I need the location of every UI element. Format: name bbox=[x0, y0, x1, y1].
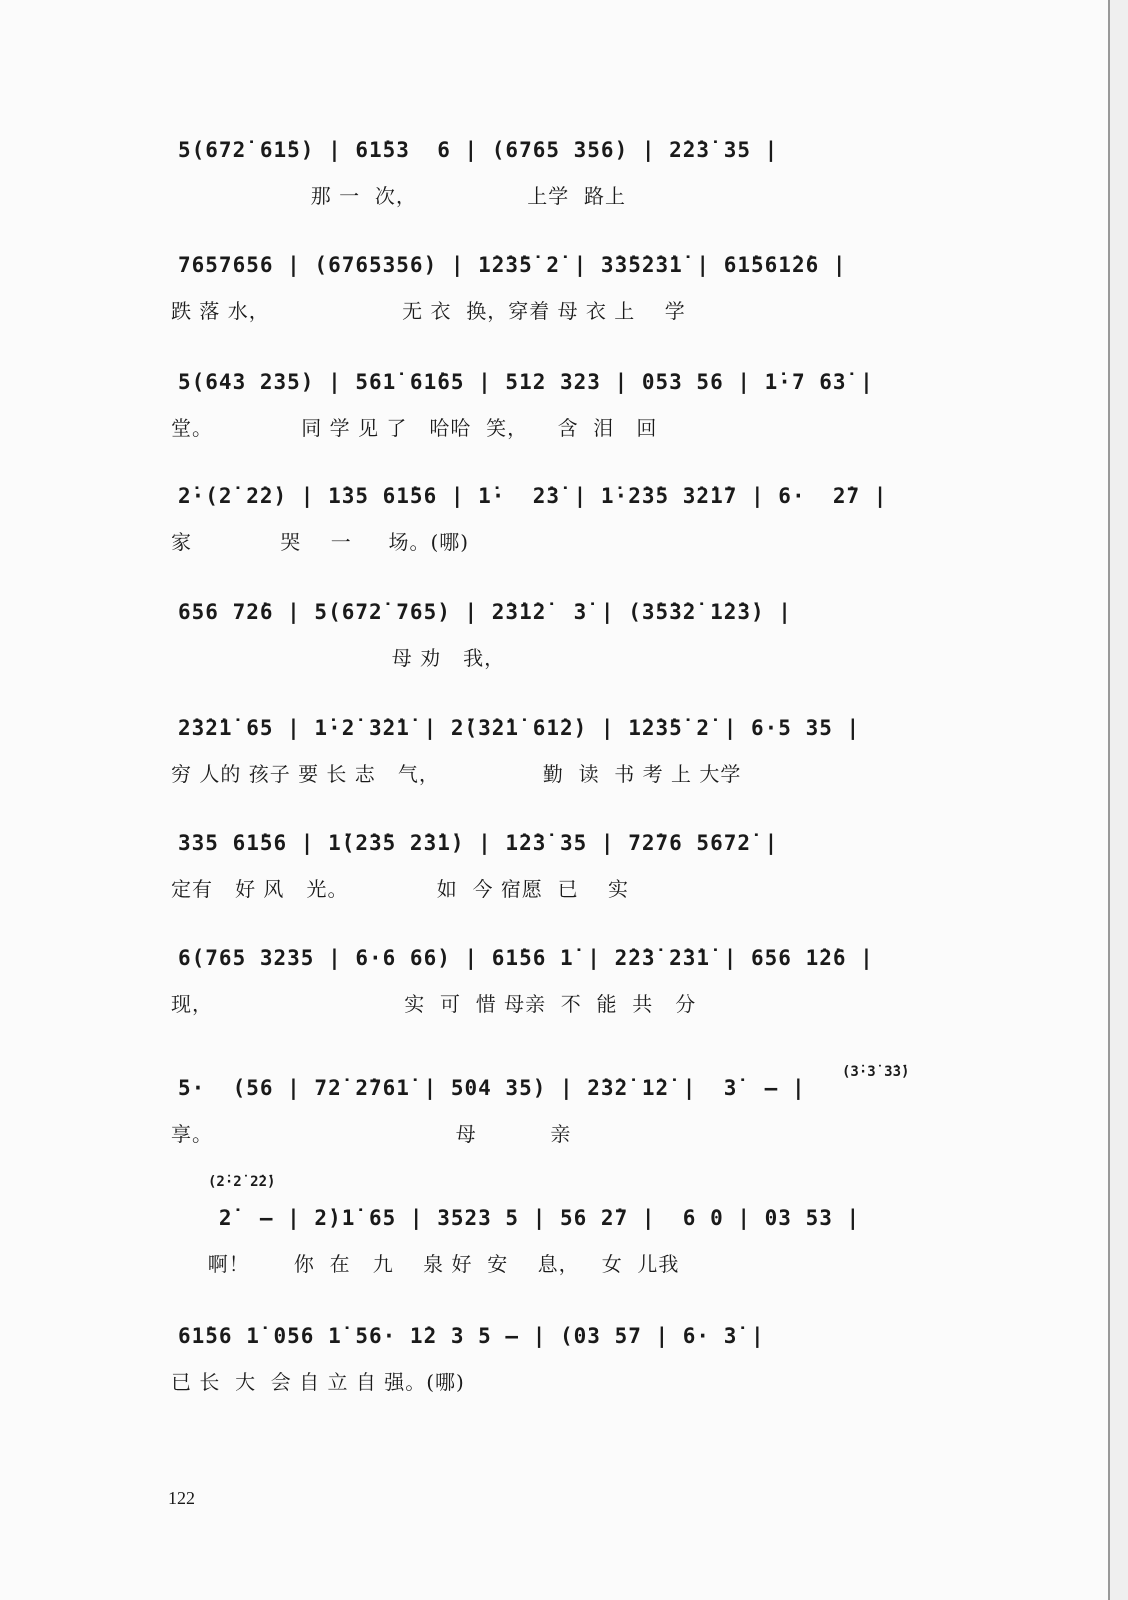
score-line-7 bbox=[0, 831, 1128, 901]
lyrics-line: 母 劝 我， bbox=[171, 646, 506, 670]
notation-line: 2̇·(2̇ 2̇2̇) | 1̇35 61̇56 | 1̇· 2̇3̇ | 1̇·2̇3̇5 3̇2̇1̇7 | 6· 2̇7 | bbox=[178, 484, 888, 508]
score-line-5 bbox=[0, 600, 1128, 670]
grace-note-group: (3̇·3̇ 3̇3̇) bbox=[842, 1064, 910, 1080]
score-line-9 bbox=[0, 1076, 1128, 1146]
notation-line: 7657656 | (6765356) | 1̇2̇3̇5̇ 2̇ | 3̇3̇5̇2̇3̇1̇ | 61̇561̇2̇6 | bbox=[178, 253, 847, 277]
score-line-1 bbox=[0, 138, 1128, 208]
notation-line: 335 61̇56 | 1̇(2̇3̇5 2̇3̇1̇) | 1̇2̇3̇ 35 | 72̇76 5672̇ | bbox=[178, 831, 779, 855]
score-line-6 bbox=[0, 716, 1128, 786]
lyrics-line: 现， 实 可 惜 母亲 不 能 共 分 bbox=[171, 992, 697, 1016]
score-line-2 bbox=[0, 253, 1128, 323]
lyrics-line: 定有 好 风 光。 如 今 宿愿 已 实 bbox=[171, 877, 630, 901]
lyrics-line: 啊！ 你 在 九 泉 好 安 息， 女 儿我 bbox=[171, 1252, 680, 1276]
score-line-10 bbox=[0, 1206, 1128, 1276]
notation-line: 2̇ — | 2̇)1̇ 65 | 3523 5 | 56 2̇7 | 6 0 | 03 53 | bbox=[178, 1206, 861, 1230]
lyrics-line: 穷 人的 孩子 要 长 志 气， 勤 读 书 考 上 大学 bbox=[171, 762, 742, 786]
lyrics-line: 堂。 同 学 见 了 哈哈 笑， 含 泪 回 bbox=[171, 416, 658, 440]
notation-line: 5(672̇ 61̇5) | 61̇53 6 | (6765 356) | 2̇2̇3̇ 35 | bbox=[178, 138, 779, 162]
lyrics-line: 跌 落 水， 无 衣 换，穿着 母 衣 上 学 bbox=[171, 299, 686, 323]
score-line-11 bbox=[0, 1324, 1128, 1394]
score-line-4 bbox=[0, 484, 1128, 554]
score-line-3 bbox=[0, 370, 1128, 440]
grace-note-group: (2̇·2̇ 2̇2̇) bbox=[208, 1174, 276, 1190]
notation-line: 5· (56 | 72̇ 2̇761̇ | 504 35) | 2̇3̇2̇ 1̇2̇ | 3̇ — | bbox=[178, 1076, 806, 1100]
notation-line: 656 72̇6 | 5(672̇ 765) | 2̇3̇1̇2̇ 3̇ | (3̇5̇3̇2̇ 1̇2̇3̇) | bbox=[178, 600, 792, 624]
notation-line: 2̇3̇2̇1̇ 65 | 1̇·2̇ 3̇2̇1̇ | 2̇(3̇2̇1̇ 61̇2̇) | 1̇2̇3̇5̇ 2̇ | 6·5 35 | bbox=[178, 716, 861, 740]
lyrics-line: 已 长 大 会 自 立 自 强。(哪) bbox=[171, 1370, 465, 1394]
score-line-8 bbox=[0, 946, 1128, 1016]
lyrics-line: 家 哭 一 场。(哪) bbox=[171, 530, 470, 554]
page-number: 122 bbox=[168, 1488, 195, 1508]
notation-line: 6(765 3235 | 6·6 66) | 61̇56 1̇ | 2̇2̇3̇ 2̇3̇1̇ | 656 1̇2̇6 | bbox=[178, 946, 874, 970]
notation-line: 61̇56 1̇ 056 1̇ 56· 1̇2 3 5 — | (03 57 | 6· 3̇ | bbox=[178, 1324, 765, 1348]
lyrics-line: 享。 母 亲 bbox=[171, 1122, 572, 1146]
notation-line: 5(643 235) | 561̇ 61̇65 | 512 323 | 053 56 | 1̇·7 63̇ | bbox=[178, 370, 874, 394]
lyrics-line: 那 一 次， 上学 路上 bbox=[171, 184, 626, 208]
